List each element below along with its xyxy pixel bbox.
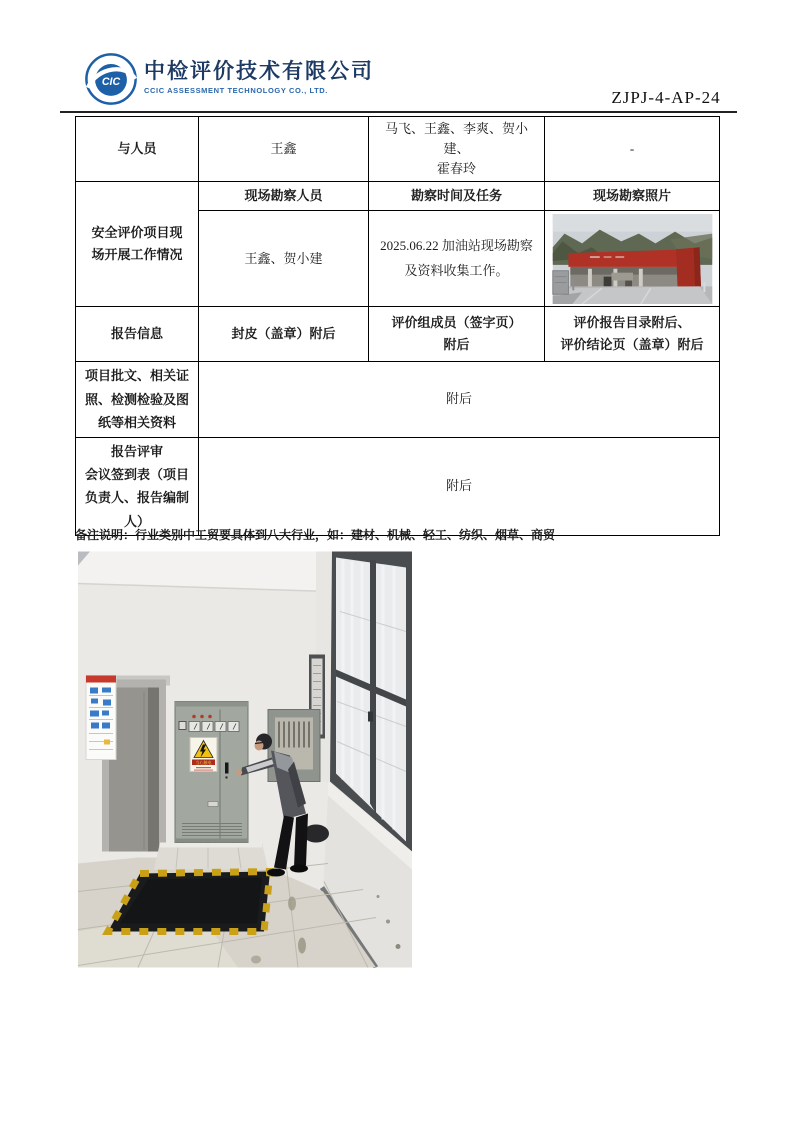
cell-signin-label bbox=[76, 437, 199, 536]
cell-report-info-label bbox=[76, 307, 199, 362]
text-line: 安全评价项目现 bbox=[91, 225, 183, 241]
table-row bbox=[76, 307, 720, 362]
text-line: 项目批文、相关证 bbox=[84, 368, 189, 384]
text-line: 王鑫、贺小建 bbox=[244, 250, 323, 266]
gas-station-photo bbox=[551, 214, 714, 304]
text-line: 附后 bbox=[445, 478, 472, 494]
text-line: 报告评审 bbox=[110, 443, 163, 459]
logo-text: CIC bbox=[101, 75, 121, 88]
cell-survey-time-task bbox=[369, 211, 545, 307]
text-line: 会议签到表（项目 bbox=[84, 466, 189, 482]
cell-project-docs-value bbox=[199, 362, 720, 437]
text-line: 霍春玲 bbox=[436, 161, 476, 177]
text-line: 封皮（盖章）附后 bbox=[231, 326, 336, 342]
cell-participants-people bbox=[369, 117, 545, 182]
text-line: 照、检测检验及图 bbox=[84, 391, 189, 407]
text-line: 场开展工作情况 bbox=[91, 247, 183, 263]
cell-site-work-label bbox=[76, 182, 199, 307]
text-line: 报告信息 bbox=[110, 326, 163, 342]
text-line: 马飞、王鑫、李爽、贺小建、 bbox=[384, 121, 528, 157]
cell-project-docs-label bbox=[76, 362, 199, 437]
cell-report-catalog bbox=[545, 307, 720, 362]
cell-survey-personnel-header bbox=[199, 182, 369, 211]
footnote: 备注说明：行业类别中工贸要具体到八大行业，如：建材、机械、轻工、纺织、烟草、商贸 bbox=[75, 528, 556, 542]
header-rule bbox=[60, 111, 737, 113]
text-line: 人） bbox=[123, 513, 150, 529]
text-line: 纸等相关资料 bbox=[97, 415, 176, 431]
electrical-cabinet-inspection-photo bbox=[78, 551, 412, 968]
text-line: 附后 bbox=[443, 337, 470, 353]
cell-survey-photo bbox=[545, 211, 720, 307]
text-line: 评价报告目录附后、 bbox=[573, 315, 691, 331]
text-line: - bbox=[629, 141, 635, 157]
cell-signin-value bbox=[199, 437, 720, 536]
table-row bbox=[76, 437, 720, 536]
text-line: 与人员 bbox=[117, 141, 157, 157]
cell-survey-time-header bbox=[369, 182, 545, 211]
text-line: 现场勘察人员 bbox=[244, 188, 323, 204]
company-name-en: CCIC ASSESSMENT TECHNOLOGY CO., LTD. bbox=[144, 86, 328, 96]
text-line: 勘察时间及任务 bbox=[410, 188, 502, 204]
text-line: 王鑫 bbox=[270, 141, 297, 157]
table-row bbox=[76, 362, 720, 437]
cell-report-cover bbox=[199, 307, 369, 362]
text-line: 评价结论页（盖章）附后 bbox=[560, 337, 704, 353]
ccic-logo-icon bbox=[84, 52, 138, 106]
doc-number: ZJPJ-4-AP-24 bbox=[611, 88, 721, 107]
cell-participants-label bbox=[76, 117, 199, 182]
table-row bbox=[76, 182, 720, 211]
company-name: 中检评价技术有限公司 bbox=[144, 60, 374, 83]
text-line: 附后 bbox=[445, 391, 472, 407]
text-line: 现场勘察照片 bbox=[592, 188, 671, 204]
company-header bbox=[144, 60, 374, 95]
cell-survey-photo-header bbox=[545, 182, 720, 211]
cell-report-members bbox=[369, 307, 545, 362]
cell-survey-personnel bbox=[199, 211, 369, 307]
text-line: 2025.06.22 加油站现场勘察及资料收集工作。 bbox=[380, 238, 533, 278]
info-table bbox=[75, 116, 720, 536]
text-line: 评价组成员（签字页） bbox=[391, 315, 522, 331]
cell-participants-person bbox=[199, 117, 369, 182]
warning-sign-text: 当心触电 bbox=[195, 760, 212, 765]
table-row bbox=[76, 117, 720, 182]
text-line: 负责人、报告编制 bbox=[84, 490, 189, 506]
cell-participants-other bbox=[545, 117, 720, 182]
